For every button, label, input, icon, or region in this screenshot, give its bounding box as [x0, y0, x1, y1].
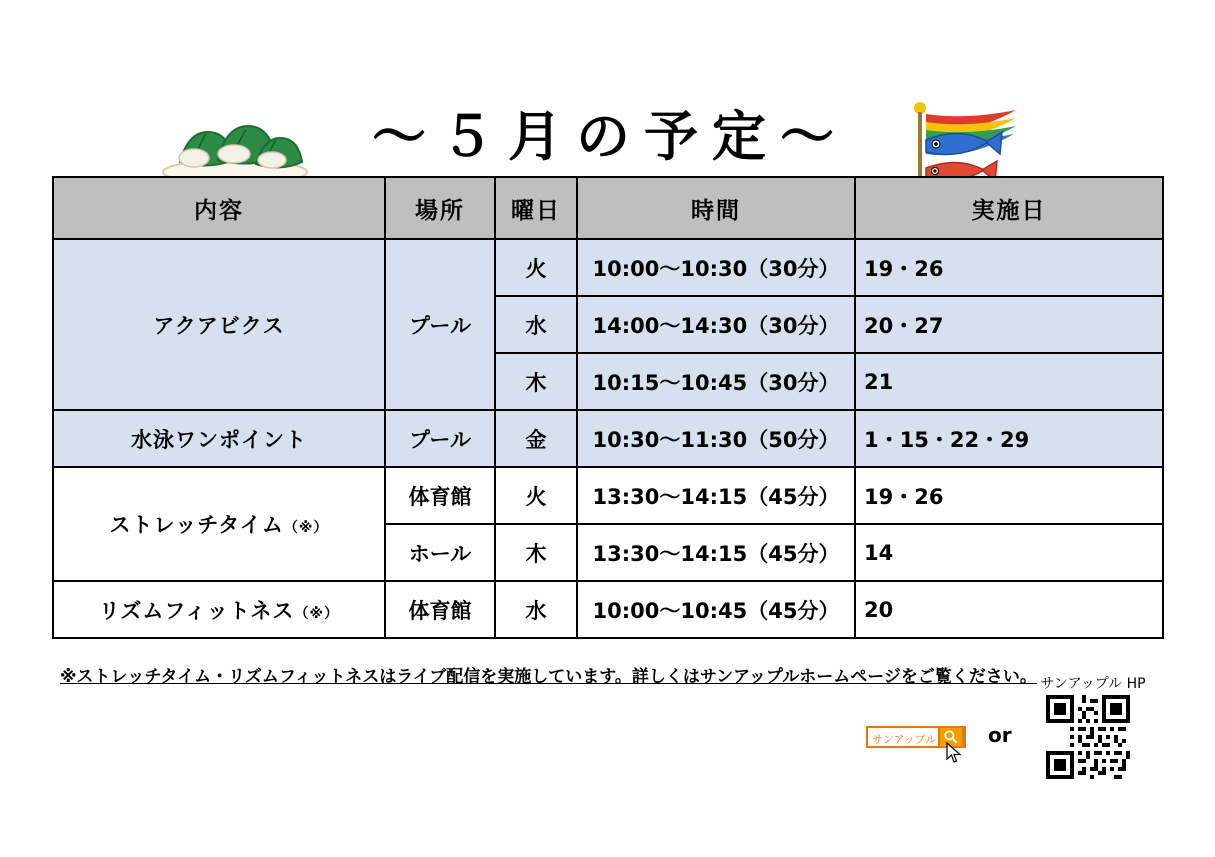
- footnote-text: ※ストレッチタイム・リズムフィットネスはライブ配信を実施しています。詳しくはサンアップルホームページをご覧ください。: [60, 667, 1037, 687]
- cell-program-name: 水泳ワンポイント: [53, 410, 385, 467]
- cell-day: 水: [495, 296, 577, 353]
- table-row: [53, 581, 1163, 638]
- column-header-date: 実施日: [855, 177, 1163, 239]
- cell-time: 14:00〜14:30（30分）: [577, 296, 855, 353]
- cell-day: 金: [495, 410, 577, 467]
- cell-time: 10:00〜10:30（30分）: [577, 239, 855, 296]
- cell-day: 水: [495, 581, 577, 638]
- hp-label: サンアップル HP: [1040, 676, 1146, 692]
- cell-place: プール: [385, 239, 495, 410]
- cell-date: 19・26: [855, 467, 1163, 524]
- cell-time: 10:15〜10:45（30分）: [577, 353, 855, 410]
- table-row: [53, 467, 1163, 524]
- mouse-cursor-icon: [946, 742, 962, 764]
- table-header-row: [53, 177, 1163, 239]
- column-header-place: 場所: [385, 177, 495, 239]
- program-name-text: リズムフィットネス: [98, 598, 295, 623]
- cell-day: 火: [495, 467, 577, 524]
- page-header: [0, 42, 1215, 168]
- page-title: 〜５月の予定〜: [372, 105, 848, 168]
- cell-program-name: [53, 581, 385, 638]
- cell-time: 10:30〜11:30（50分）: [577, 410, 855, 467]
- cell-place: ホール: [385, 524, 495, 581]
- cell-program-name: アクアビクス: [53, 239, 385, 410]
- cell-time: 13:30〜14:15（45分）: [577, 467, 855, 524]
- cell-day: 火: [495, 239, 577, 296]
- qr-code: [1046, 695, 1130, 779]
- program-name-note: （※）: [294, 605, 340, 622]
- cell-day: 木: [495, 353, 577, 410]
- program-name-note: （※）: [283, 520, 329, 536]
- column-header-time: 時間: [577, 177, 855, 239]
- program-name-text: ストレッチタイム: [109, 513, 284, 537]
- cell-date: 20・27: [855, 296, 1163, 353]
- cell-day: 木: [495, 524, 577, 581]
- column-header-day: 曜日: [495, 177, 577, 239]
- cell-date: 21: [855, 353, 1163, 410]
- cell-date: 19・26: [855, 239, 1163, 296]
- cell-program-name: [53, 467, 385, 581]
- cell-time: 10:00〜10:45（45分）: [577, 581, 855, 638]
- cell-place: 体育館: [385, 467, 495, 524]
- cell-date: 1・15・22・29: [855, 410, 1163, 467]
- schedule-table: [52, 176, 1164, 639]
- table-row: [53, 410, 1163, 467]
- cell-place: 体育館: [385, 581, 495, 638]
- column-header-content: 内容: [53, 177, 385, 239]
- cell-date: 20: [855, 581, 1163, 638]
- cell-date: 14: [855, 524, 1163, 581]
- table-row: [53, 239, 1163, 296]
- cell-time: 13:30〜14:15（45分）: [577, 524, 855, 581]
- cell-place: プール: [385, 410, 495, 467]
- or-label: or: [988, 723, 1012, 747]
- search-input-value: サンアップル: [872, 733, 937, 746]
